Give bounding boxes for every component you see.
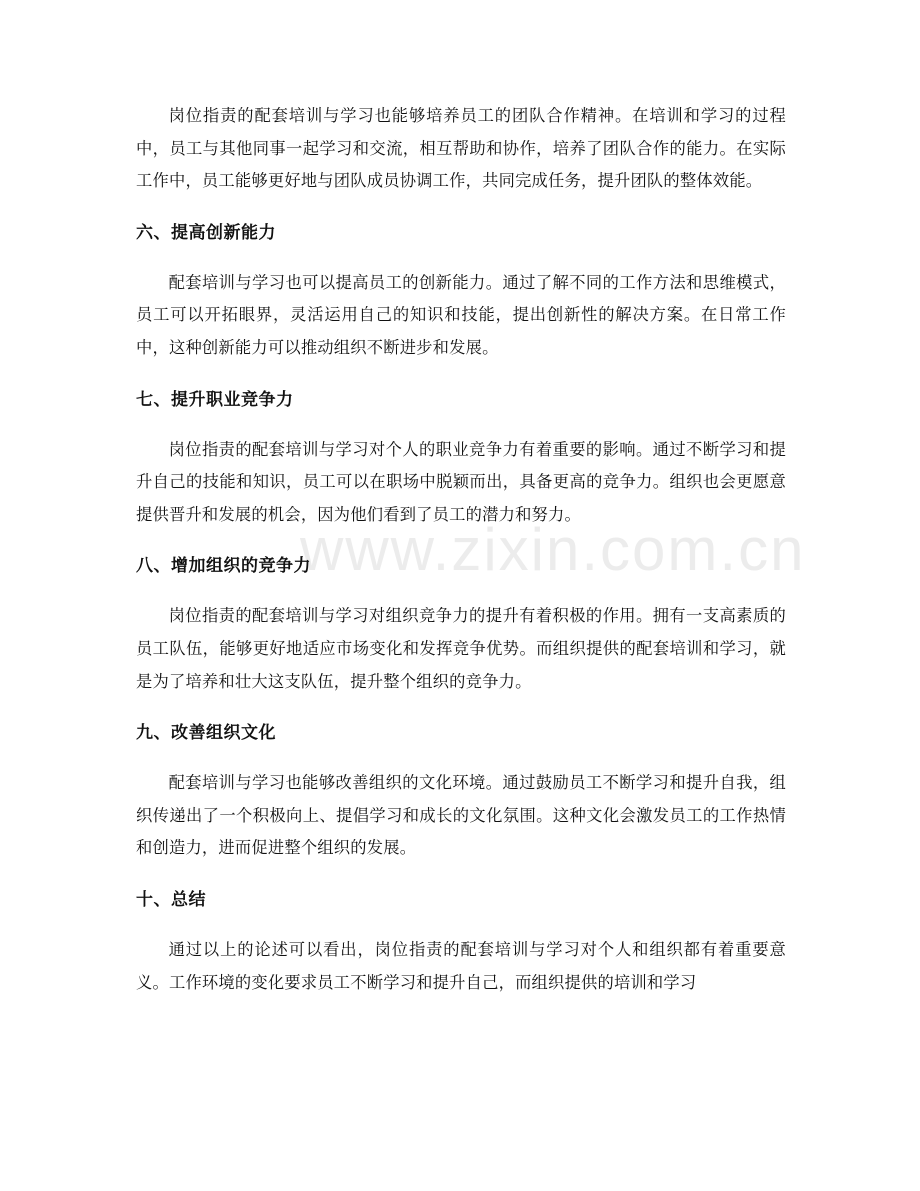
document-page (136, 100, 786, 999)
heading-org-competitiveness: 八、增加组织的竞争力 (136, 556, 311, 577)
paragraph-teamwork: 岗位指责的配套培训与学习也能够培养员工的团队合作精神。在培训和学习的过程中，员工与其他同事一起学习和交流，相互帮助和协作，培养了团队合作的能力。在实际工作中，员工能够更好地与团队成员协调工作，共同完成任务，提升团队的整体效能。 (136, 106, 786, 191)
paragraph-summary: 通过以上的论述可以看出，岗位指责的配套培训与学习对个人和组织都有着重要意义。工作环境的变化要求员工不断学习和提升自己，而组织提供的培训和学习 (136, 939, 786, 992)
heading-org-culture: 九、改善组织文化 (136, 723, 276, 744)
paragraph-innovation: 配套培训与学习也可以提高员工的创新能力。通过了解不同的工作方法和思维模式，员工可以开拓眼界，灵活运用自己的知识和技能，提出创新性的解决方案。在日常工作中，这种创新能力可以推动组织不断进步和发展。 (136, 272, 786, 357)
paragraph-org-competitiveness: 岗位指责的配套培训与学习对组织竞争力的提升有着积极的作用。拥有一支高素质的员工队伍，能够更好地适应市场变化和发挥竞争优势。而组织提供的配套培训和学习，就是为了培养和壮大这支队伍，提升整个组织的竞争力。 (136, 606, 786, 691)
watermark: www.zixin.com.cn (300, 516, 806, 583)
paragraph-org-culture: 配套培训与学习也能够改善组织的文化环境。通过鼓励员工不断学习和提升自我，组织传递出了一个积极向上、提倡学习和成长的文化氛围。这种文化会激发员工的工作热情和创造力，进而促进整个组织的发展。 (136, 773, 786, 858)
heading-innovation: 六、提高创新能力 (136, 222, 276, 243)
paragraph-career-competitiveness: 岗位指责的配套培训与学习对个人的职业竞争力有着重要的影响。通过不断学习和提升自己的技能和知识，员工可以在职场中脱颖而出，具备更高的竞争力。组织也会更愿意提供晋升和发展的机会，因为他们看到了员工的潜力和努力。 (136, 439, 786, 524)
heading-career-competitiveness: 七、提升职业竞争力 (136, 389, 294, 410)
heading-summary: 十、总结 (136, 889, 206, 910)
